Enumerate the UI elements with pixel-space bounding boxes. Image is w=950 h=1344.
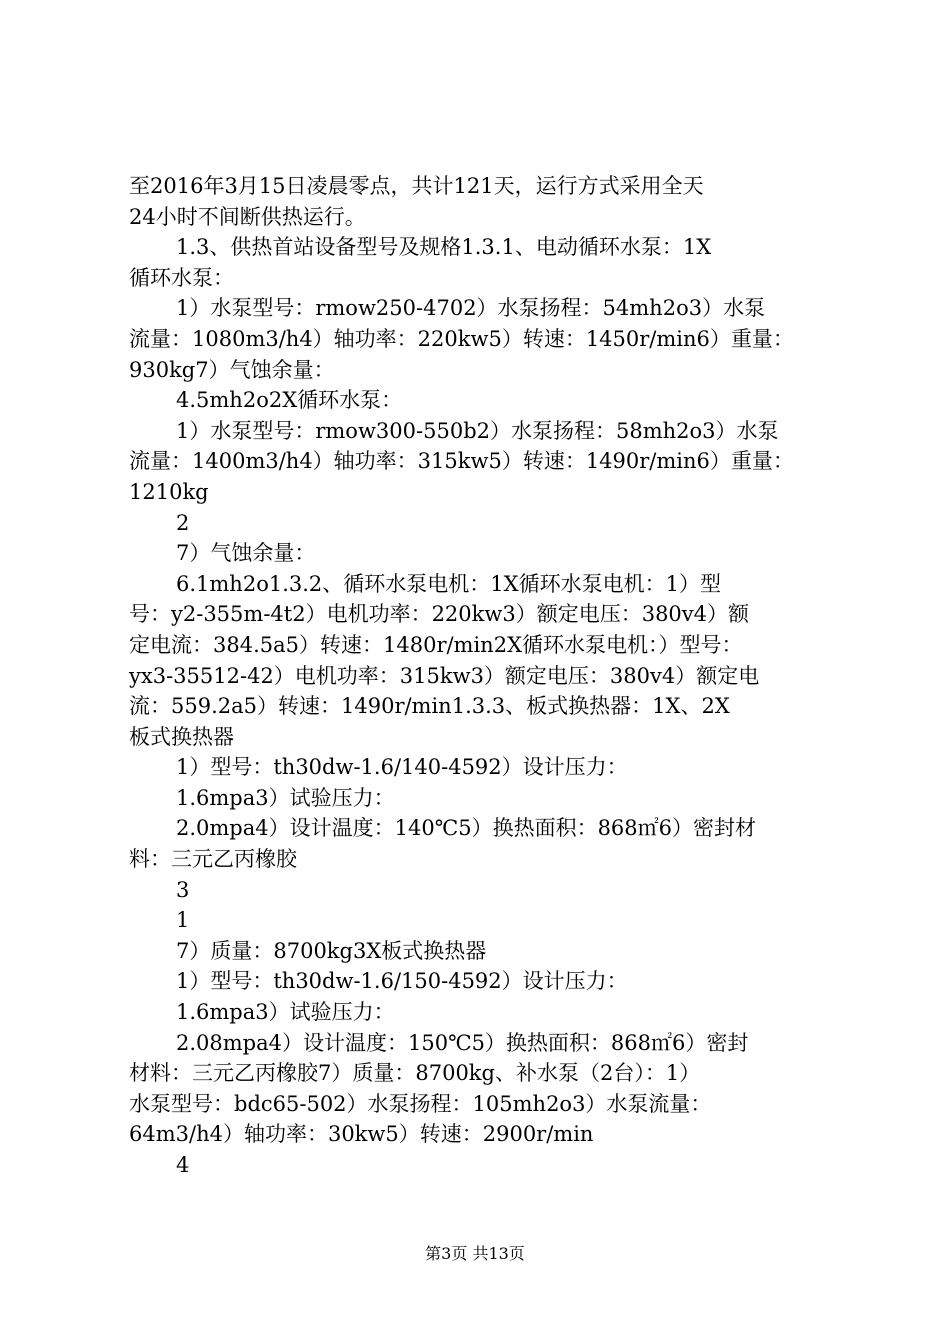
text-line: 1）型号：th30dw-1.6/150-4592）设计压力： bbox=[176, 969, 628, 994]
text-line: 至2016年3月15日凌晨零点，共计121天，运行方式采用全天 bbox=[129, 174, 704, 198]
text-line: 1.6mpa3）试验压力： bbox=[176, 1000, 395, 1025]
text-line: 4 bbox=[176, 1153, 190, 1177]
text-line: 1 bbox=[176, 908, 190, 933]
text-line: 1.6mpa3）试验压力： bbox=[176, 785, 395, 810]
text-line: 930kg7）气蚀余量： bbox=[129, 357, 335, 382]
text-line: 1）型号：th30dw-1.6/140-4592）设计压力： bbox=[176, 755, 628, 780]
text-line: 24小时不间断供热运行。 bbox=[129, 204, 366, 229]
text-line: 板式换热器 bbox=[129, 724, 234, 749]
text-line: yx3-35512-42）电机功率：315kw3）额定电压：380v4）额定电 bbox=[129, 663, 760, 688]
text-line: 循环水泵： bbox=[129, 265, 234, 290]
text-line: 64m3/h4）轴功率：30kw5）转速：2900r/min bbox=[129, 1122, 594, 1147]
text-line: 2.08mpa4）设计温度：150℃5）换热面积：868㎡6）密封 bbox=[176, 1030, 749, 1055]
text-line: 7）质量：8700kg3X板式换热器 bbox=[176, 938, 487, 963]
text-line: 料：三元乙丙橡胶 bbox=[129, 847, 297, 872]
text-line: 材料：三元乙丙橡胶7）质量：8700kg、补水泵（2台）：1） bbox=[129, 1061, 701, 1086]
text-line: 3 bbox=[176, 877, 190, 902]
text-line: 1）水泵型号：rmow250-4702）水泵扬程：54mh2o3）水泵 bbox=[176, 296, 766, 321]
text-line: 流量：1400m3/h4）轴功率：315kw5）转速：1490r/min6）重量： bbox=[129, 449, 794, 474]
document-body bbox=[129, 171, 839, 1181]
text-line: 号：y2-355m-4t2）电机功率：220kw3）额定电压：380v4）额 bbox=[129, 602, 750, 627]
text-line: 2.0mpa4）设计温度：140℃5）换热面积：868㎡6）密封材 bbox=[176, 816, 757, 841]
text-line: 水泵型号：bdc65-502）水泵扬程：105mh2o3）水泵流量： bbox=[129, 1091, 712, 1116]
text-line: 定电流：384.5a5）转速：1480r/min2X循环水泵电机：）型号： bbox=[129, 632, 743, 657]
text-line: 1210kg bbox=[129, 479, 209, 504]
page-footer: 第3页 共13页 bbox=[425, 1244, 525, 1263]
text-line: 7）气蚀余量： bbox=[176, 541, 316, 566]
text-line: 流：559.2a5）转速：1490r/min1.3.3、板式换热器：1X、2X bbox=[129, 694, 730, 719]
text-line: 4.5mh2o2X循环水泵： bbox=[176, 388, 403, 413]
text-line: 1）水泵型号：rmow300-550b2）水泵扬程：58mh2o3）水泵 bbox=[176, 418, 779, 443]
text-line: 流量：1080m3/h4）轴功率：220kw5）转速：1450r/min6）重量： bbox=[129, 326, 794, 351]
text-line: 6.1mh2o1.3.2、循环水泵电机：1X循环水泵电机：1）型 bbox=[176, 571, 721, 596]
text-line: 1.3、供热首站设备型号及规格1.3.1、电动循环水泵：1X bbox=[176, 235, 712, 260]
text-line: 2 bbox=[176, 510, 190, 535]
